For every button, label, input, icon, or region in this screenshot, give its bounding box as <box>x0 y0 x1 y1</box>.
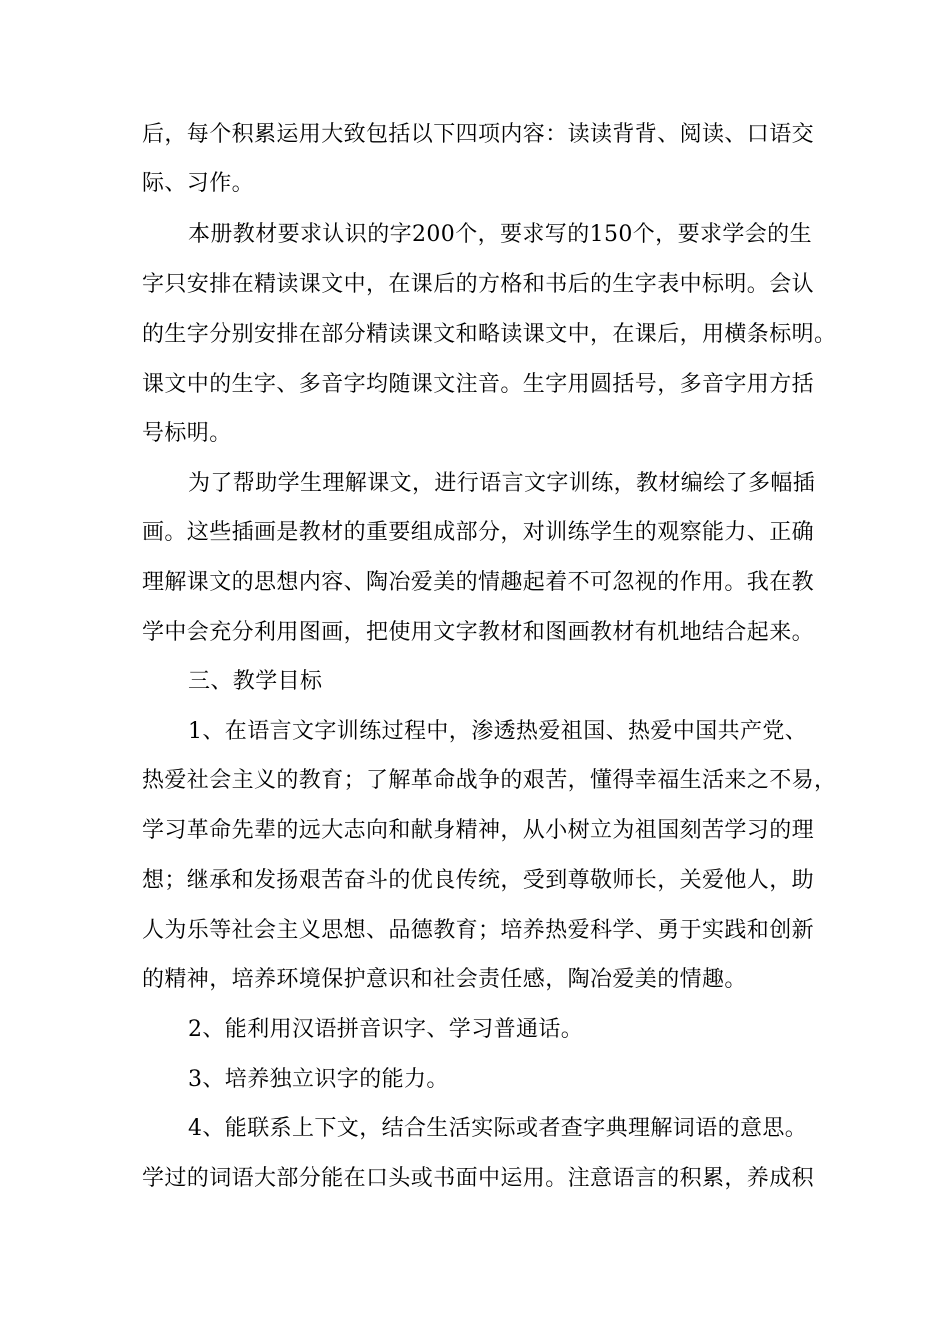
paragraph-first-line: 为了帮助学生理解课文，进行语言文字训练，教材编绘了多幅插 <box>188 471 816 496</box>
text-line: 的精神，培养环境保护意识和社会责任感，陶冶爱美的情趣。 <box>142 967 747 992</box>
text-line: 想；继承和发扬艰苦奋斗的优良传统，受到尊敬师长，关爱他人，助 <box>142 868 815 893</box>
text-line: 字只安排在精读课文中，在课后的方格和书后的生字表中标明。会认 <box>142 272 815 297</box>
paragraph-first-line: 本册教材要求认识的字200个，要求写的150个，要求学会的生 <box>188 222 812 247</box>
paragraph-first-line: 2、能利用汉语拼音识字、学习普通话。 <box>188 1017 584 1042</box>
text-line: 号标明。 <box>142 421 232 446</box>
text-line: 学中会充分利用图画，把使用文字教材和图画教材有机地结合起来。 <box>142 620 815 645</box>
paragraph-first-line: 3、培养独立识字的能力。 <box>188 1067 449 1092</box>
text-line: 人为乐等社会主义思想、品德教育；培养热爱科学、勇于实践和创新 <box>142 918 815 943</box>
text-line: 课文中的生字、多音字均随课文注音。生字用圆括号，多音字用方括 <box>142 372 815 397</box>
text-line: 后，每个积累运用大致包括以下四项内容：读读背背、阅读、口语交 <box>142 122 815 147</box>
text-line: 学过的词语大部分能在口头或书面中运用。注意语言的积累，养成积 <box>142 1166 815 1191</box>
text-line: 画。这些插画是教材的重要组成部分，对训练学生的观察能力、正确 <box>142 520 815 545</box>
paragraph-first-line: 4、能联系上下文，结合生活实际或者查字典理解词语的意思。 <box>188 1116 808 1141</box>
text-line: 热爱社会主义的教育；了解革命战争的艰苦，懂得幸福生活来之不易， <box>142 768 837 793</box>
text-line: 理解课文的思想内容、陶冶爱美的情趣起着不可忽视的作用。我在教 <box>142 570 815 595</box>
text-line: 学习革命先辈的远大志向和献身精神，从小树立为祖国刻苦学习的理 <box>142 818 815 843</box>
paragraph-first-line: 1、在语言文字训练过程中，渗透热爱祖国、热爱中国共产党、 <box>188 719 808 744</box>
text-line: 的生字分别安排在部分精读课文和略读课文中，在课后，用横条标明。 <box>142 322 837 347</box>
text-line: 际、习作。 <box>142 171 255 196</box>
section-heading: 三、教学目标 <box>188 669 323 694</box>
